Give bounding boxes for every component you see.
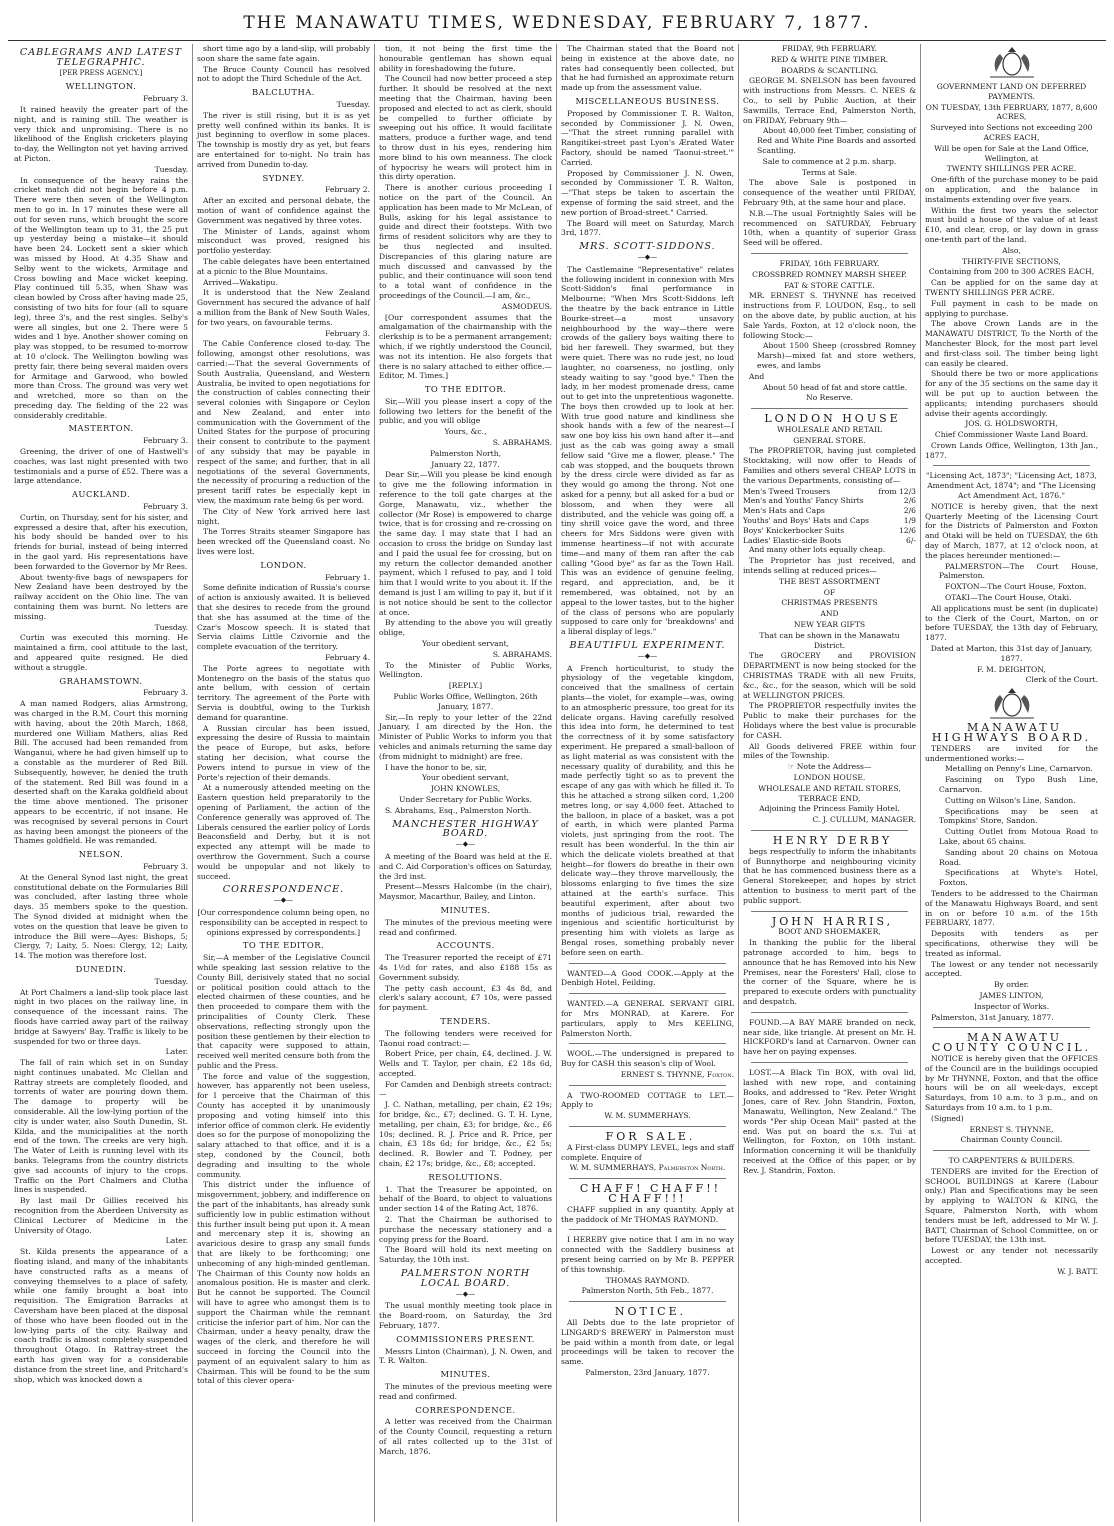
paragraph: Also, xyxy=(1002,245,1021,255)
paragraph: Greening, the driver of one of Hastwell's coaches, was last night presented with two testimonials and a purse of £52. There was a large attendance. xyxy=(14,447,188,486)
paragraph: The PROPRIETOR, having just completed Stocktaking, will now offer to Heads of Families and others several CHEAP LOTS in the various Departments, consisting of— xyxy=(743,446,916,485)
paragraph: Proposed by Commissioner J. N. Owen, seconded by Commissioner T. R. Walton,—"That steps be taken to ascertain the expense of forming the said street, and the new portion of Broad-street." Carried. xyxy=(561,168,734,217)
classified-ad: WANTED.—A GENERAL SERVANT GIRL for Mrs MONRAD, at Karere. For particulars, apply to Mrs KEELING, Palmerston North. xyxy=(561,999,734,1038)
paragraph: About twenty-five bags of newspapers for New Zealand have been destroyed by the railway accident on the Ohio line. The van containing them was burnt. No letters are missing. xyxy=(14,572,188,621)
ad-heading: FRIDAY, 9th FEBRUARY. xyxy=(782,44,877,53)
paragraph: Sir,—Will you please insert a copy of the following two letters for the benefit of the public, and you will oblige xyxy=(379,396,552,426)
paragraph: A Russian circular has been issued, expressing the desire of Russia to maintain the peace of Europe, but asks, before stating her decision, what course the Powers intend to pursue in view of the Porte's rejection of their demands. xyxy=(197,723,370,782)
address: WHOLESALE AND RETAIL STORES, TERRACE END, xyxy=(758,783,901,803)
paragraph: At a numerously attended meeting on the Eastern question held preparatorily to the opening of Parliament, the action of the Conference generally was approved of. The Liberals censured the earlier policy of Lords Beaconsfield and Derby, but it is not expected any attempt will be made to overthrow the Government. Such a course would be unpopular and not likely to succeed. xyxy=(197,783,370,881)
price-row xyxy=(743,487,916,497)
paragraph: The Board will hold its next meeting on Saturday, the 10th inst. xyxy=(379,1245,552,1265)
date: Tuesday. xyxy=(154,164,188,174)
paragraph: The above Crown Lands are in the MANAWATU DISTRICT, To the North of the Manchester Block, for the most part level and first-class soil. The timber being light can easily be cleared. xyxy=(925,319,1098,368)
paragraph: It rained heavily the greater part of the night, and is raining still. The weather is very thick and unpromising. There is no likelihood of the English cricketers playing to-day, the Wellington not yet having arrived at Picton. xyxy=(14,104,188,163)
subheading: TENDERS. xyxy=(440,1015,491,1026)
date: January 22, 1877. xyxy=(431,459,500,469)
signature: JOS. G. HOLDSWORTH, xyxy=(965,419,1058,429)
price-value: 12/6 xyxy=(898,525,916,535)
classified-ad: I HEREBY give notice that I am in no way connected with the Saddlery business at present being carried on by Mr B. PEPPER of this township. xyxy=(561,1235,734,1274)
paragraph: TENDERS are invited for the Erection of SCHOOL BUILDINGS at Karere (Labour only.) Plan and Specifications may be seen by applying to WALTON & KING, the Square, Palmerston North, with whom tenders must be left, addressed to Mr W. J. BATT, Chairman of School Committee, on or before TUESDAY, the 13th inst. xyxy=(925,1166,1098,1245)
subheading: ACCOUNTS. xyxy=(436,940,495,951)
paragraph: The Bruce County Council has resolved not to adopt the Third Schedule of the Act. xyxy=(197,64,370,84)
paragraph: For Camden and Denbigh streets contract:— xyxy=(379,1079,552,1099)
works-item: Cutting on Wilson's Line, Sandon. xyxy=(945,795,1076,805)
dateline: AUCKLAND. xyxy=(71,489,131,500)
date: Palmerston, 31st January, 1877. xyxy=(931,1012,1054,1022)
paragraph: TWENTY SHILLINGS PER ACRE. xyxy=(946,164,1077,174)
subheading: COMMISSIONERS PRESENT. xyxy=(396,1333,535,1344)
price-item: Ladies' Elastic-side Boots xyxy=(743,535,842,545)
court-place: FOXTON—The Court House, Foxton. xyxy=(945,582,1087,592)
paragraph: TENDERS are invited for the undermentioned works:— xyxy=(925,743,1098,763)
dateline: MASTERTON. xyxy=(68,423,134,434)
ad-subheading: OF xyxy=(823,587,836,597)
ornament-rule: —◆— xyxy=(637,651,658,660)
classified-ad: A TWO-ROOMED COTTAGE to LET.—Apply to xyxy=(561,1090,734,1110)
royal-crest-icon xyxy=(982,46,1042,80)
signature: Under Secretary for Public Works. xyxy=(399,794,532,804)
price-item: Men's Tweed Trousers xyxy=(743,486,831,496)
date: Dated at Marton, this 31st day of January, 1877. xyxy=(930,644,1093,663)
column-1 xyxy=(10,44,192,1522)
paragraph: Sir,—A member of the Legislative Council while speaking last session relative to the County Bill, derisively stated that no social or political position could attach to the elected chairmen of these counties, and he then proceeded to compare them with the principalities of County Clerk. These observations, reflecting strongly upon the position these gentlemen by their election to that capacity were supposed to attain, received well merited censure both from the public and the Press. xyxy=(197,953,370,1070)
price-value: 2/6 xyxy=(903,506,916,516)
divider xyxy=(569,1126,726,1127)
ad-heading: MANAWATU HIGHWAYS BOARD. xyxy=(931,721,1092,745)
ad-heading: LONDON HOUSE xyxy=(764,412,901,426)
signature: Your obedient servant, xyxy=(421,639,510,649)
price-list xyxy=(743,487,916,546)
price-item: Boys' Knickerbocker Suits xyxy=(743,525,845,535)
paragraph: In thanking the public for the liberal patronage accorded to him, begs to announce that he has Removed into his New Premises, near the Foresters' Hall, close to the corner of the Square, where he is prepared to execute orders with punctuality and despatch. xyxy=(743,938,916,1006)
pointing-hand-icon: ☞ xyxy=(787,762,797,772)
paragraph: 1. That the Treasurer be appointed, on behalf of the Board, to object to valuations under section 14 of the Rating Act, 1876. xyxy=(379,1184,552,1214)
price-row xyxy=(743,506,916,516)
works-item: Fascining on Typo Bush Line, Carnarvon. xyxy=(939,775,1098,794)
ad-heading: JOHN HARRIS, xyxy=(771,914,894,928)
paragraph: NOTICE is hereby given that the OFFICES of the Council are in the buildings occupied by Mr THYNNE, Foxton, and that the office hours will be on all week-days, except Saturdays, from 10 a.m. to 3 p.m., and on Saturdays from 10 a.m. to 1 p.m. xyxy=(925,1053,1098,1112)
section-title: CABLEGRAMS AND LATEST TELEGRAPHIC. xyxy=(19,47,183,68)
date: Tuesday. xyxy=(336,99,370,109)
date: Tuesday. xyxy=(154,622,188,632)
price-value: 6/- xyxy=(906,535,916,545)
columns xyxy=(10,44,1106,1522)
paragraph: "Licensing Act, 1873"; "Licensing Act, 1873, Amendment Act, 1874"; and "The Licensing Act Amendment Act, 1876." xyxy=(926,471,1097,501)
section-title: MRS. SCOTT-SIDDONS. xyxy=(579,241,716,253)
divider xyxy=(569,963,726,964)
date: Tuesday. xyxy=(154,976,188,986)
signature: Inspector of Works. xyxy=(973,1001,1050,1011)
paragraph: The Council had now better proceed a step further. It should be resolved at the next meeting that the Chairman, having been proposed and elected to act as clerk, should be compelled to further officiate by sweeping out his office. It would facilitate matters, produce a further wage, and tend to throw dust in his eyes, rendering him more blind to his own meanness. The clock of hypocrisy he wears will protect him in this dirty operation. xyxy=(379,74,552,182)
paragraph: Containing from 200 to 300 ACRES EACH, xyxy=(928,267,1095,277)
signature: ASMODEUS. xyxy=(501,301,552,311)
ad-heading: GOVERNMENT LAND ON DEFERRED PAYMENTS. xyxy=(936,82,1087,101)
signature: JAMES LINTON, xyxy=(979,990,1044,1000)
dateline: GRAHAMSTOWN. xyxy=(59,675,143,686)
ad-heading: BOARDS & SCANTLING. xyxy=(780,65,879,75)
price-value: from 12/3 xyxy=(878,486,916,496)
paragraph: The Chairman stated that the Board not being in existence at the above date, no rates had consequently been collected, but that he had furnished an approximate return made up from the assessment value. xyxy=(561,44,734,93)
note-address: Note the Address— xyxy=(796,762,872,772)
ad-heading: TO CARPENTERS & BUILDERS. xyxy=(948,1156,1075,1166)
signature: Yours, &c., xyxy=(444,427,487,437)
paragraph: Robert Price, per chain, £4, declined. J. W. Wells and T. Taylor, per chain, £2 18s 6d, accepted. xyxy=(379,1049,552,1078)
dateline: NELSON. xyxy=(78,849,124,860)
classified-ad: WANTED—A Good COOK.—Apply at the Denbigh Hotel, Feilding. xyxy=(561,968,734,988)
auction-item: And xyxy=(749,371,765,381)
paragraph: The petty cash account, £3 4s 8d, and clerk's salary account, £7 10s, were passed for payment. xyxy=(379,983,552,1013)
paragraph: Full payment in cash to be made on applying to purchase. xyxy=(925,298,1098,318)
price-value: 1/9 xyxy=(903,516,916,526)
subheading: MINUTES. xyxy=(440,904,491,915)
divider xyxy=(751,408,908,409)
paragraph: The Minister of Lands, against whom misconduct was proved, resigned his portfolio yesterday. xyxy=(197,226,370,256)
auction-terms: No Reserve. xyxy=(805,393,854,403)
classified-ad: LOST.—A Black Tin BOX, with oval lid, lashed with new rope, and containing Books, and addressed to "Rev. Peter Wright Jones, care of Rev. John Standrin, Foxton, Manawatu, Wellington, New Zealand." The words "Per ship Ocean Mail" pasted at the end. Was put on board the s.s. Tui at Wellington, for Foxton, on 10th instant. Information concerning it will be thankfully received at the Office of this paper, or by Rev. J. Standrin, Foxton. xyxy=(743,1067,916,1175)
section-title: CORRESPONDENCE. xyxy=(222,884,345,896)
royal-crest-icon xyxy=(982,687,1042,721)
section-title: BEAUTIFUL EXPERIMENT. xyxy=(569,640,726,652)
divider xyxy=(751,253,908,254)
works-item: Cutting Outlet from Motoua Road to Lake, about 65 chains. xyxy=(939,827,1098,846)
paragraph: St. Kilda presents the appearance of a floating island, and many of the inhabitants have constructed rafts as a means of conveying themselves to a place of safety, while one family brought a boat into requisition. The Emigration Barracks at Caversham have been placed at the disposal of those who have been flooded out in the low-lying parts of the city. Railway and coach traffic is almost completely suspended throughout Otago. In Rattray-street the earth has given way for a considerable distance from the street line, and Pritchard's shop, which was knocked down a xyxy=(14,1247,188,1384)
works-item: Specifications may be seen at Tompkins' Store, Sandon. xyxy=(939,806,1098,826)
paragraph: The minutes of the previous meeting were read and confirmed. xyxy=(379,917,552,937)
works-item: Sanding about 20 chains on Motoua Road. xyxy=(939,847,1098,867)
paragraph: In consequence of the heavy rains the cricket match did not begin before 4 p.m. There were then seven of the Wellington men to go in. In 17 minutes these were all out for seven runs, which brought the score of the Wellington team up to 31, the 25 put up yesterday being a mistake—it should have been 24. Lockett sent a skier which was missed by Hood. At 4.35 Shaw and Selby went to the wickets, Armitage and Cross bowling and Mace wicket keeping. Play continued till 5.35, when Shaw was clean bowled by Cross after having made 25, consisting of two hits for four (all to square leg), three 3's, and the rest singles. Selby's were all singles, but one 2. There were 5 wides and 1 bye. Another shower coming on play was stopped, to be resumed to-morrow at 10 o'clock. The Wellington bowling was pretty fair, there being several maiden overs for Armitage and Garwood, who bowled more than Cross. The ground was very wet and wretched, more so than on the preceding day. The fielding of the 22 was considerably creditable. xyxy=(14,175,188,420)
paragraph: The lowest or any tender not necessarily accepted. xyxy=(925,959,1098,979)
works-item: Metalling on Penny's Line, Carnarvon. xyxy=(945,764,1093,774)
paragraph: Present—Messrs Halcombe (in the chair), Maysmor, Macarthur, Bailey, and Linton. xyxy=(379,882,552,902)
paragraph: To the Minister of Public Works, Wellington. xyxy=(379,660,552,680)
signature: (Signed) xyxy=(931,1113,964,1123)
ad-heading: FAT & STORE CATTLE. xyxy=(784,280,875,290)
divider xyxy=(751,830,908,831)
ad-subheading: BOOT AND SHOEMAKER, xyxy=(778,927,881,937)
paragraph: The PROPRIETOR respectfully invites the Public to make their purchases for the Holidays where the best value is procurable for CASH. xyxy=(743,701,916,740)
price-item: Youths' and Boys' Hats and Caps xyxy=(743,516,869,526)
divider xyxy=(751,911,908,912)
ad-heading: NEW YEAR GIFTS xyxy=(793,620,866,630)
dateline: BALCLUTHA. xyxy=(252,87,315,98)
auction-terms: Terms at Sale. xyxy=(801,167,858,177)
divider xyxy=(751,1012,908,1013)
paragraph: The Porte agrees to negotiate with Montenegro on the basis of the status quo ante bellum, with cession of certain territory. The agreement of the Porte with Servia is doubtful, owing to the Turkish demand for quarantine. xyxy=(197,663,370,722)
signature: W. J. BATT. xyxy=(1057,1266,1098,1276)
divider xyxy=(933,465,1090,466)
auction-item: About 40,000 feet Timber, consisting of Red and White Pine Boards and assorted Scantling. xyxy=(757,126,916,155)
editor-note: [Our correspondence column being open, no responsibility can be accepted in respect to opinions expressed by correspondents.] xyxy=(197,907,370,937)
price-row xyxy=(743,526,916,536)
paragraph: All applications must be sent (in duplicate) to the Clerk of the Court, Marton, on or before TUESDAY, the 13th day of February, 1877. xyxy=(925,603,1098,643)
paragraph: NOTICE is hereby given, that the next Quarterly Meeting of the Licensing Court for the Districts of Palmerston and Foxton and Otaki will be held on TUESDAY, the 6th day of March, 1877, at 12 o'clock noon, at the places hereunder mentioned:— xyxy=(925,501,1098,560)
date: February 2. xyxy=(325,185,370,195)
signature: Clerk of the Court. xyxy=(1025,675,1098,685)
date: February 3. xyxy=(143,436,188,446)
paragraph xyxy=(743,762,916,772)
paragraph: By last mail Dr Gillies received his recognition from the Aberdeen University as Clinical Lecturer of Medicine in the University of Otago. xyxy=(14,1196,188,1235)
paragraph: The City of New York arrived here last night. xyxy=(197,506,370,526)
ad-heading: CROSSBRED ROMNEY MARSH SHEEP. xyxy=(752,269,907,279)
ornament-rule: —◆— xyxy=(273,896,294,905)
paragraph: tion, it not being the first time the honourable gentleman has shown equal ability in foreshadowing the future. xyxy=(379,44,552,73)
ad-subheading: GENERAL STORE. xyxy=(793,435,866,445)
dateline: LONDON. xyxy=(260,559,307,570)
paragraph: The following tenders were received for Taonui road contract:— xyxy=(379,1028,552,1048)
paragraph: Will be open for Sale at the Land Office, Wellington, at xyxy=(934,143,1089,163)
editor-note: [Our correspondent assumes that the amalgamation of the chairmanship with the clerkship is to be a permanent arrangement; which, if we rightly understood the Council, was not its intention. He also forgets that there is no salary attached to either office.—Editor, M. Times.] xyxy=(379,312,552,381)
divider xyxy=(569,1043,726,1044)
signature: ERNEST S. THYNNE, xyxy=(969,1124,1054,1134)
paragraph: The river is still rising, but it is as yet pretty well confined within its banks. It is just beginning to overflow in some places. The township is mostly dry as yet, but fears are entertained for to-night. No train has arrived from Dunedin to-day. xyxy=(197,110,370,169)
paragraph: Some definite indication of Russia's course of action is anxiously awaited. It is believed that she desires to recede from the ground that she has assumed at the time of the Czar's Moscow speech. It is stated that Servia claims Little Czivornie and the complete evacuation of the territory. xyxy=(197,583,370,652)
paragraph: The fall of rain which set in on Sunday night continues unabated. Mc Clellan and Rattray streets are completely flooded, and torrents of water are pouring down them. The damage to property will be considerable. All the low-lying portion of the city is under water, also South Dunedin, St. Kilda, and the municipalities at the north end of the town. The creeks are very high. The Water of Leith is running level with its banks. Telegrams from the country districts give sad accounts of injury to the crops. Traffic on the Port Chalmers and Clutha lines is suspended. xyxy=(14,1058,188,1195)
paragraph: The GROCERY and PROVISION DEPARTMENT is now being stocked for the CHRISTMAS TRADE with all new Fruits, &c., &c., for the season, which will be sold at WELLINGTON PRICES. xyxy=(743,651,916,700)
signature: W. M. SUMMERHAYS. xyxy=(604,1111,691,1121)
section-title: MANCHESTER HIGHWAY BOARD. xyxy=(392,818,539,840)
date: February 3. xyxy=(143,861,188,871)
price-row xyxy=(743,496,916,506)
paragraph: All Goods delivered FREE within four miles of the Township. xyxy=(743,741,916,761)
price-value: 2/6 xyxy=(903,496,916,506)
column-3 xyxy=(374,44,556,1522)
paragraph: 2. That the Chairman be authorised to purchase the necessary stationery and a copying press for the Board. xyxy=(379,1215,552,1244)
dateline: SYDNEY. xyxy=(262,172,305,183)
paragraph: The minutes of the previous meeting were read and confirmed. xyxy=(379,1382,552,1401)
paragraph: The Torres Straits steamer Singapore has been wrecked off the Queensland coast. No lives were lost. xyxy=(197,527,370,557)
paragraph: The Board will meet on Saturday, March 3rd, 1877. xyxy=(561,218,734,238)
paragraph: The force and value of the suggestion, however, has apparently not been useless, for I perceive that the Chairman of this County has accepted it by unanimously proposing and voting himself into this inferior office of common clerk. He evidently does so for the purpose of monopolizing the salary attached to that office, and it is a step, condoned by the Council, both degrading and insulting to the whole community. xyxy=(197,1071,370,1179)
place: Public Works Office, Wellington, 26th January, 1877. xyxy=(393,692,538,711)
date: Palmerston North, 5th Feb., 1877. xyxy=(581,1286,714,1296)
signature: Chairman County Council. xyxy=(960,1135,1063,1145)
paragraph: Curtin, on Thursday, sent for his sister, and expressed a desire that, after his execution, his body should be handed over to his friends for burial, instead of being interred in the gaol yard. His representations have been forwarded to the Governor by Mr Rees. xyxy=(14,512,188,571)
signature: THOMAS RAYMOND. xyxy=(605,1275,690,1285)
paragraph: The Treasurer reported the receipt of £71 4s 1½d for rates, and also £188 15s as Government subsidy. xyxy=(379,953,552,982)
signature: Crown Lands Office, Wellington, 13th Jan., 1877. xyxy=(925,440,1098,460)
signature: W. M. SUMMERHAYS, Palmerston North. xyxy=(569,1163,726,1173)
paragraph: At Port Chalmers a land-slip took place last night in two places on the railway line, in consequence of the incessant rains. The floods have carried away part of the railway bridge at Sawyers' Bay. Traffic is likely to be suspended for two or three days. xyxy=(14,987,188,1046)
divider xyxy=(933,1027,1090,1028)
signature: S. ABRAHAMS. xyxy=(492,438,552,448)
paragraph: Should there be two or more applications for any of the 35 sections on the same day it will be put up to auction between the applicants; intending purchasers should advise their agents accordingly. xyxy=(925,369,1098,418)
column-2 xyxy=(192,44,374,1522)
ad-heading: FOR SALE. xyxy=(605,1130,696,1144)
ornament-rule: —◆— xyxy=(637,252,658,261)
ad-heading: CHAFF! CHAFF!! CHAFF!!! xyxy=(579,1182,722,1206)
column-5 xyxy=(738,44,920,1522)
paragraph: This district under the influence of misgovernment, jobbery, and indifference on the part of the inhabitants, has already sunk sufficiently low in public estimation without this further insult being put upon it. A mean and mercenary step it is, showing an avaricious desire to grasp any small funds that are likely to be forthcoming; one unbecoming of any high-minded gentleman. The Chairman of this County now holds an anomalous position. He is master and clerk. But he cannot be supported. The Council will have to agree who amongst them is to support the Chairman while the remnant criticise the inferior part of him. Nor can the Chairman, under a heavy penalty, draw the wages of the clerk, and therefore he will succeed in forcing the Council into the payment of an equivalent salary to him as Chairman. This will be found to be the sum total of this clever opera- xyxy=(197,1180,370,1386)
paragraph: After an excited and personal debate, the motion of want of confidence against the Government was negatived by three votes. xyxy=(197,196,370,225)
classified-ad: FOUND.—A BAY MARE branded on neck, near side, like triangle. At present on Mr. H. HICKFORD's land at Carnarvon. Owner can have her on paying expenses. xyxy=(743,1017,916,1057)
paragraph: Dear Sir,—Will you please be kind enough to give me the following information in reference to the toll gate charges at the Gorge, Manawatu, viz., whether the collector (Mr Rose) is empowered to charge twice, that is for crossing and re-crossing on the same day. I may state that I had an occasion to cross the bridge on Sunday last and I paid the usual fee for crossing, but on my return the collector demanded another payment, which I refused to pay, and I told him that I would write to you about it. If the demand is just I am willing to pay it, but if it is not notice should be sent to the collector at once. xyxy=(379,470,552,617)
paragraph: J. C. Nathan, metalling, per chain, £2 19s; for bridge, &c., £7; declined. G. T. H. Lyne, metalling, per chain, £3; for bridge, &c., £6 10s; declined. R. J. Price and R. Price, per chain, £3 18s 6d; for bridge, &c., £2 5s; declined. R. Bowler and T. Podney, per chain, £2 17s; bridge, &c., £8; accepted. xyxy=(379,1100,552,1169)
paragraph: Deposits with tenders as per specifications, otherwise they will be treated as informal. xyxy=(925,929,1098,958)
subheading: MINUTES. xyxy=(440,1369,491,1380)
ornament-rule: —◆— xyxy=(455,1289,476,1298)
signature: ERNEST S. THYNNE, Foxton. xyxy=(620,1069,734,1079)
paragraph: ON TUESDAY, 13th FEBRUARY, 1877, 8,600 ACRES, xyxy=(925,102,1098,122)
paragraph: Curtin was executed this morning. He maintained a firm, cool attitude to the last, and appeared quite resigned. He died without a struggle. xyxy=(14,633,188,672)
court-place: OTAKI—The Court House, Otaki. xyxy=(945,593,1072,603)
address: Adjoining the Princess Family Hotel. xyxy=(759,804,900,814)
masthead: THE MANAWATU TIMES, WEDNESDAY, FEBRUARY 7, 1877. xyxy=(8,6,1106,41)
subheading: RESOLUTIONS. xyxy=(428,1171,503,1182)
divider xyxy=(569,1085,726,1086)
date: February 3. xyxy=(325,328,370,338)
ad-heading: NOTICE. xyxy=(614,1305,687,1319)
paragraph: At the General Synod last night, the great constitutional debate on the Formularies Bill was concluded, after lasting three whole days. 35 members spoke to the question. The Synod divided at midnight when the votes on the question that leave be given to introduce the Bill were—Ayes: Bishops, 5; Clergy, 7; Laity, 5. Noes: Clergy, 12; Laity, 14. The motion was therefore lost. xyxy=(14,872,188,961)
classified-ad: All Debts due to the late proprietor of LINGARD'S BREWERY in Palmerston must be paid within a month from date, or legal proceedings will be taken to recover the same. xyxy=(561,1318,734,1367)
price-item: Men's Hats and Caps xyxy=(743,506,825,516)
paragraph: A man named Rodgers, alias Armstrong, was charged in the R.M. Court this morning with having, about the 20th March, 1868, murdered one William Mathers, alias Red Bill. The accused had been remanded from Wanganui, where he had given himself up to a constable as the murderer of Red Bill. Subsequently, however, he denied the truth of the statement. Red Bill was found in a deserted shaft on the Karaka goldfield about the time above mentioned. The prisoner appears to be eccentric, if not insane. He was recognised by several persons in Court as having been amongst the pioneers of the Thames goldfield. He was remanded. xyxy=(14,699,188,846)
paragraph: A meeting of the Board was held at the E. and C. Aid Corporation's offices on Saturday, the 3rd inst. xyxy=(379,851,552,881)
column-6 xyxy=(920,44,1102,1522)
date: February 3. xyxy=(143,502,188,512)
ad-subheading: AND xyxy=(820,609,839,619)
paragraph: The Proprietor has just received, and intends selling at reduced prices— xyxy=(743,556,916,576)
paragraph: Lowest or any tender not necessarily accepted. xyxy=(925,1246,1098,1266)
paragraph: There is another curious proceeding I notice on the part of the Council. An application has been made to Mr McLean, of Bulls, asking for his legal assistance to guide and direct their footsteps. With two firms of resident solicitors why are they to be thus neglected and insulted. Discrepancies of this glaring nature are much discussed and canvassed by the public, and their continuance will soon tend to a total want of confidence in the proceedings of the Council.—I am, &c., xyxy=(379,183,552,300)
paragraph: Tenders to be addressed to the Chairman of the Manawatu Highways Board, and sent in on or before 10 a.m. of the 15th FEBRUARY, 1877. xyxy=(925,888,1098,928)
signature: Chief Commissioner Waste Land Board. xyxy=(934,430,1089,440)
ad-heading: RED & WHITE PINE TIMBER. xyxy=(770,54,889,64)
signature: Your obedient servant, xyxy=(421,773,510,783)
agency-note: [PER PRESS AGENCY.] xyxy=(59,68,143,77)
ad-heading: MANAWATU COUNTY COUNCIL. xyxy=(931,1031,1092,1055)
paragraph: The Cable Conference closed to-day. The following, amongst other resolutions, was carried:—That the several Governments of South Australia, Queensland, and Western Australia, be invited to open negotiations for the construction of cables connecting their several colonies with Singapore or Ceylon and New Zealand, and enter into communication with the Government of the United States for the purpose of procuring their consent to contribute to the payment of any subsidy that may be payable in respect of the same; and further, that in all negotiations of the several Governments, the necessity of procuring a reduction of the present tariff rates be especially kept in view, the maximum rate being 6s per word. xyxy=(197,339,370,506)
signature: S. ABRAHAMS. xyxy=(492,649,552,659)
ad-subheading: THE BEST ASSORTMENT xyxy=(778,576,881,586)
ornament-rule: —◆— xyxy=(455,840,476,849)
date: February 3. xyxy=(143,688,188,698)
paragraph: Messrs Linton (Chairman), J. N. Owen, and T. R. Walton. xyxy=(379,1346,552,1366)
classified-ad: A First-class DUMPY LEVEL, legs and staff complete. Enquire of xyxy=(561,1142,734,1162)
divider xyxy=(933,1150,1090,1151)
signature: By order. xyxy=(993,980,1030,990)
paragraph: The above Sale is postponed in consequence of the weather until FRIDAY, February 9th, at the same hour and place. xyxy=(743,178,916,207)
place: Palmerston North, xyxy=(429,448,502,458)
letter-heading: TO THE EDITOR. xyxy=(424,384,507,395)
signature: JOHN KNOWLES, xyxy=(430,784,501,794)
date: Later. xyxy=(165,1236,188,1246)
ad-heading: FRIDAY, 16th FEBRUARY. xyxy=(779,258,880,268)
paragraph: I have the honor to be, sir, xyxy=(385,762,487,772)
divider xyxy=(569,993,726,994)
signature: F. M. DEIGHTON, xyxy=(977,664,1046,674)
auction-item: About 1500 Sheep (crossbred Romney Marsh)—mixed fat and store wethers, ewes, and lambs xyxy=(757,341,916,370)
ad-heading: HENRY DERBY xyxy=(772,833,893,847)
dateline: DUNEDIN. xyxy=(75,963,127,974)
paragraph: Can be applied for on the same day at TWENTY SHILLINGS PER ACRE. xyxy=(925,278,1098,297)
reply-heading: [REPLY.] xyxy=(448,681,483,691)
paragraph: Surveyed into Sections not exceeding 200 ACRES EACH, xyxy=(930,123,1093,142)
classified-ad: WOOL.—The undersigned is prepared to Buy for CASH this season's clip of Wool. xyxy=(561,1049,734,1069)
paragraph: The usual monthly meeting took place in the Board-room, on Saturday, the 3rd February, 1877. xyxy=(379,1301,552,1331)
paragraph: Arrived—Wakatipu. xyxy=(203,277,278,287)
signature: C. J. CULLUM, MANAGER. xyxy=(812,815,916,825)
ad-heading: LONDON HOUSE. xyxy=(793,772,866,782)
ad-heading: CHRISTMAS PRESENTS xyxy=(781,598,878,608)
paragraph: That can be shown in the Manawatu District. xyxy=(759,630,900,650)
letter-heading: TO THE EDITOR. xyxy=(242,940,325,951)
divider xyxy=(751,1062,908,1063)
paragraph: The cable delegates have been entertained at a picnic to the Blue Mountains. xyxy=(197,256,370,276)
works-item: Specifications at Whyte's Hotel, Foxton. xyxy=(939,868,1098,888)
price-row xyxy=(743,516,916,526)
subheading: CORRESPONDENCE. xyxy=(415,1404,516,1415)
paragraph: A letter was received from the Chairman of the County Council, requesting a return of all rates collected up to the 31st of March, 1876. xyxy=(379,1417,552,1456)
date: Later. xyxy=(165,1047,188,1057)
auction-notice: GEORGE M. SNELSON has been favoured with instructions from Messrs. C. NEES & Co., to sell by Public Auction, at their Sawmills, Terrace End, Palmerston North, on FRIDAY, February 9th— xyxy=(743,76,916,125)
subheading: MISCELLANEOUS BUSINESS. xyxy=(575,95,720,106)
date: February 4. xyxy=(325,653,370,663)
signature: S. Abrahams, Esq., Palmerston North. xyxy=(385,805,532,815)
date: February 3. xyxy=(143,94,188,104)
paragraph: A French horticulturist, to study the physiology of the vegetable kingdom, conceived that the smallness of certain plants—the violet, for example—was, owing to an atmospheric pressure, too great for its delicate organs. Having carefully resolved this idea into form, he determined to test the correctness of it by some satisfactory experiment. He prepared a small-balloon of as light material as was consistent with the necessary quality of durability, and this he made perfectly tight so as to prevent the escape of any gas with which he filled it. To this he attached a strong silken cord, 1,200 metres long, or say 4,000 feet. Attached to the balloon, in place of a basket, was a pot of earth, in which were planted Parma violets, just springing from the root. The result has been wonderful. In the thin air which the delicate violets breathed at that height—for flowers do breathe in their own delicate way—they throve marvellously, the blossoms enlarging to five times the size attained at the earth's surface. This beautiful experiment, after about two months of judicious trial, rewarded the ingenious and scientific horticulturist by presenting him with violets as large as Bengal roses, something probably never before seen on earth. xyxy=(561,663,734,957)
auction-time: Sale to commence at 2 p.m. sharp. xyxy=(762,156,897,166)
ad-subheading: WHOLESALE AND RETAIL xyxy=(777,424,882,434)
dateline: WELLINGTON. xyxy=(65,81,137,92)
paragraph: Sir,—In reply to your letter of the 22nd January, I am directed by the Hon. the Minister of Public Works to inform you that vehicles and animals returning the same day (from midnight to midnight) are free. xyxy=(379,712,552,761)
paragraph: Within the first two years the selector must build a house of the value of at least £10, and clear, crop, or lay down in grass one-tenth part of the land. xyxy=(925,205,1098,244)
court-place: PALMERSTON—The Court House, Palmerston. xyxy=(939,561,1098,581)
paragraph: The Castlemaine "Representative" relates the following incident in connexion with Mrs Scott-Siddon's final performance in Melbourne: "When Mrs Scott-Siddons left the theatre by the back entrance in Little Bourke-street—a most unsavory neighbourhood by the way—there were crowds of the gallery boys waiting there to bid her farewell. They swarmed, but they were quiet. There was no rude jest, no loud laughter, no coarseness, no jostling, only steady waiting to say "good bye." Then the lady, in her modest promenade dress, came out to get into the unpretentious wagonette. The boys then crowded up to look at her. With true good nature and kindliness she shook hands with a few of the nearest—I saw one boy kiss his own hand after it—and just as the cab was going away a small fellow said "Give me a flower, please." The cab was stopped, and the bouquets thrown by the dress circle were divided as far as they would go among the throng. Not one asked for a penny, but all asked for a bud or blossom, and when they were all distributed, and the vehicle was going off, a tiny shrill voice gave the word, and three cheers for Mrs Siddons were given with immense heartiness—if not with accurate time—and many of them ran after the cab calling "Good bye" as far as the Town Hall. This was an evidence of genuine feeling, regard, and appreciation, and, be it remembered, was obtained, not by an appeal to the lower tastes, but to the higher of the class of persons who are popularly supposed to care only for 'breakdowns' and a liberal display of legs." xyxy=(561,264,734,637)
classified-ad: CHAFF supplied in any quantity. Apply at the paddock of Mr THOMAS RAYMOND. xyxy=(561,1204,734,1224)
paragraph: Proposed by Commissioner T. R. Walton, seconded by Commissioner J. N. Owen,—"That the street running parallel with Rangitikei-street past Lyon's Ærated Water Factory, should be named 'Taonui-street.'" Carried. xyxy=(561,108,734,167)
paragraph: N.B.—The usual Fortnightly Sales will be recommenced on SATURDAY, February 10th, when a quantity of superior Grass Seed will be offered. xyxy=(743,208,916,248)
paragraph: begs respectfully to inform the inhabitants of Bunnythorpe and neighbouring vicinity that he has commenced business there as a General Storekeeper, and hopes by strict attention to business to merit part of the public support. xyxy=(743,846,916,905)
divider xyxy=(569,1229,726,1230)
divider xyxy=(569,1301,726,1302)
auction-item: About 50 head of fat and store cattle. xyxy=(763,382,908,392)
paragraph: And many other lots equally cheap. xyxy=(749,545,886,555)
column-4 xyxy=(556,44,738,1522)
paragraph: One-fifth of the purchase money to be paid on application, and the balance in instalments extending over five years. xyxy=(925,175,1098,204)
price-row xyxy=(743,536,916,546)
paragraph: short time ago by a land-slip, will probably soon share the same fate again. xyxy=(197,44,370,63)
date: Palmerston, 23rd January, 1877. xyxy=(585,1368,710,1378)
ad-heading: THIRTY-FIVE SECTIONS, xyxy=(962,256,1061,266)
paragraph: By attending to the above you will greatly oblige, xyxy=(379,618,552,638)
section-title: PALMERSTON NORTH LOCAL BOARD. xyxy=(400,1268,531,1289)
price-item: Men's and Youths' Fancy Shirts xyxy=(743,496,864,506)
paragraph: It is understood that the New Zealand Government has secured the advance of half a million from the Bank of New South Wales, for two years, on favourable terms. xyxy=(197,288,370,327)
date: February 1. xyxy=(325,572,370,582)
auction-notice: MR. ERNEST S. THYNNE has received instructions from F. LOUDON, Esq., to sell on the above date, by public auction, at his Sale Yards, Foxton, at 12 o'clock noon, the following Stock:— xyxy=(743,291,916,340)
divider xyxy=(569,1178,726,1179)
